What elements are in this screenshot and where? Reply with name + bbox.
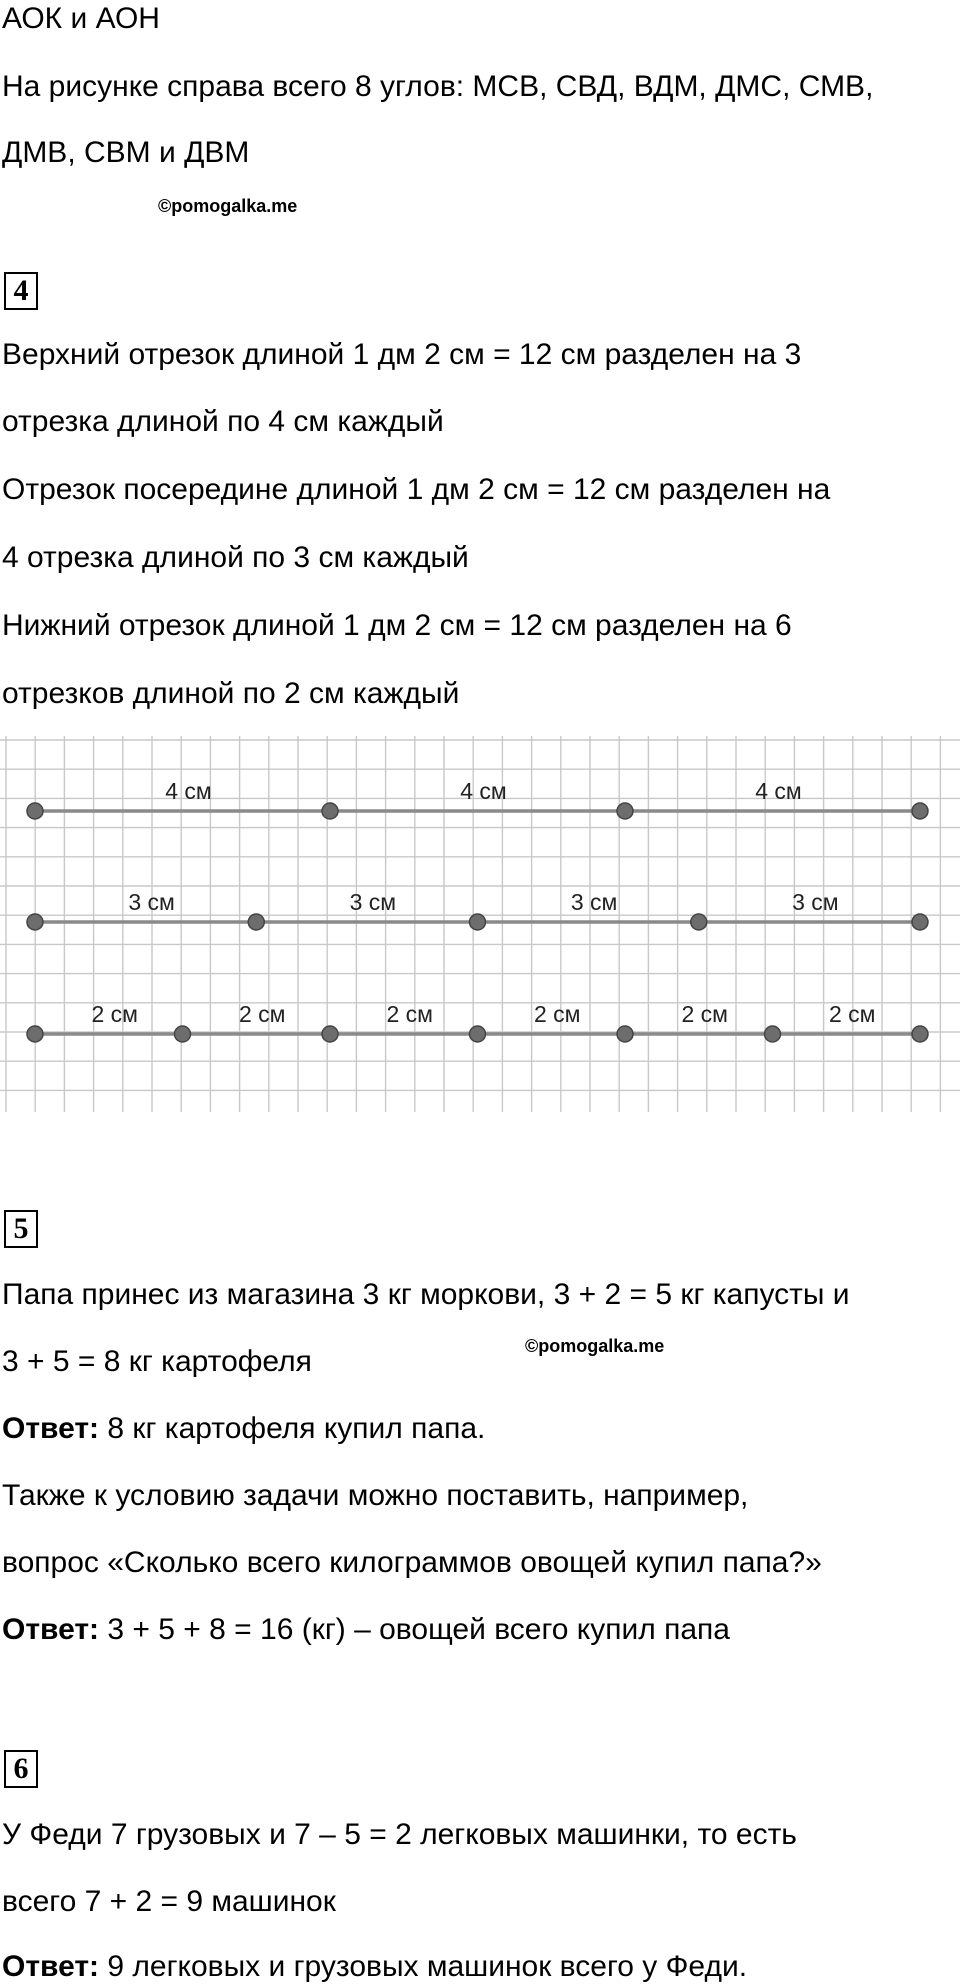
- watermark: ©pomogalka.me: [525, 1336, 665, 1356]
- answer-label: Ответ:: [2, 1412, 100, 1445]
- task-number: 5: [4, 1210, 38, 1248]
- segment-length-label: 2 см: [239, 1001, 286, 1027]
- text-line: Также к условию задачи можно поставить, например,: [2, 1479, 749, 1512]
- segment-point: [27, 803, 43, 819]
- segment-length-label: 2 см: [534, 1001, 581, 1027]
- text-line: всего 7 + 2 = 9 машинок: [2, 1885, 336, 1918]
- segment-length-label: 2 см: [829, 1001, 876, 1027]
- text-line: На рисунке справа всего 8 углов: МСВ, СВД, ВДМ, ДМС, СМВ,: [2, 70, 874, 103]
- segment-point: [912, 1026, 928, 1042]
- segment-point: [617, 1026, 633, 1042]
- text-line: ДМВ, СВМ и ДВМ: [2, 136, 250, 169]
- segment-point: [27, 1026, 43, 1042]
- task-number: 4: [4, 272, 38, 310]
- text-line: вопрос «Сколько всего килограммов овощей купил папа?»: [2, 1546, 822, 1579]
- text-line: У Феди 7 грузовых и 7 – 5 = 2 легковых машинки, то есть: [2, 1818, 797, 1851]
- segment-point: [691, 914, 707, 930]
- segment-length-label: 4 см: [460, 778, 507, 804]
- segment-point: [470, 1026, 486, 1042]
- segment-point: [27, 914, 43, 930]
- segment-length-label: 4 см: [755, 778, 802, 804]
- text-line: отрезков длиной по 2 см каждый: [2, 677, 460, 710]
- task-number: 6: [4, 1750, 38, 1788]
- text-line: АОК и АОН: [2, 2, 160, 35]
- segment-point: [765, 1026, 781, 1042]
- text-line: Нижний отрезок длиной 1 дм 2 см = 12 см разделен на 6: [2, 609, 792, 642]
- segment-point: [912, 914, 928, 930]
- segment-length-label: 3 см: [349, 889, 397, 915]
- watermark: ©pomogalka.me: [158, 196, 298, 216]
- text-line: Отрезок посередине длиной 1 дм 2 см = 12 см разделен на: [2, 473, 831, 506]
- text-line: Верхний отрезок длиной 1 дм 2 см = 12 см разделен на 3: [2, 338, 802, 371]
- segment-point: [322, 1026, 338, 1042]
- answer-text: 8 кг картофеля купил папа.: [99, 1412, 486, 1445]
- answer-text: 3 + 5 + 8 = 16 (кг) – овощей всего купил папа: [99, 1613, 730, 1646]
- text-line: отрезка длиной по 4 см каждый: [2, 405, 444, 438]
- segment-length-label: 2 см: [386, 1001, 433, 1027]
- segments-figure: [0, 736, 960, 1112]
- segment-length-label: 3 см: [792, 889, 839, 915]
- segment-length-label: 2 см: [681, 1001, 728, 1027]
- segment-point: [617, 803, 633, 819]
- segment-point: [175, 1026, 191, 1042]
- segment-point: [248, 914, 264, 930]
- answer-label: Ответ:: [2, 1613, 100, 1646]
- segment-point: [322, 803, 338, 819]
- answer-label: Ответ:: [2, 1950, 100, 1983]
- answer-text: 9 легковых и грузовых машинок всего у Феди.: [99, 1950, 748, 1983]
- answer-line: [2, 1414, 485, 1444]
- segment-length-label: 2 см: [91, 1001, 138, 1027]
- segment-point: [470, 914, 486, 930]
- text-line: Папа принес из магазина 3 кг моркови, 3 + 2 = 5 кг капусты и: [2, 1278, 850, 1311]
- answer-line: [2, 1615, 730, 1645]
- answer-line: [2, 1952, 747, 1982]
- segment-length-label: 4 см: [165, 778, 212, 804]
- segment-length-label: 3 см: [128, 889, 175, 915]
- text-line: 4 отрезка длиной по 3 см каждый: [2, 541, 469, 574]
- text-line: 3 + 5 = 8 кг картофеля: [2, 1345, 312, 1378]
- segment-point: [912, 803, 928, 819]
- segment-length-label: 3 см: [570, 889, 618, 915]
